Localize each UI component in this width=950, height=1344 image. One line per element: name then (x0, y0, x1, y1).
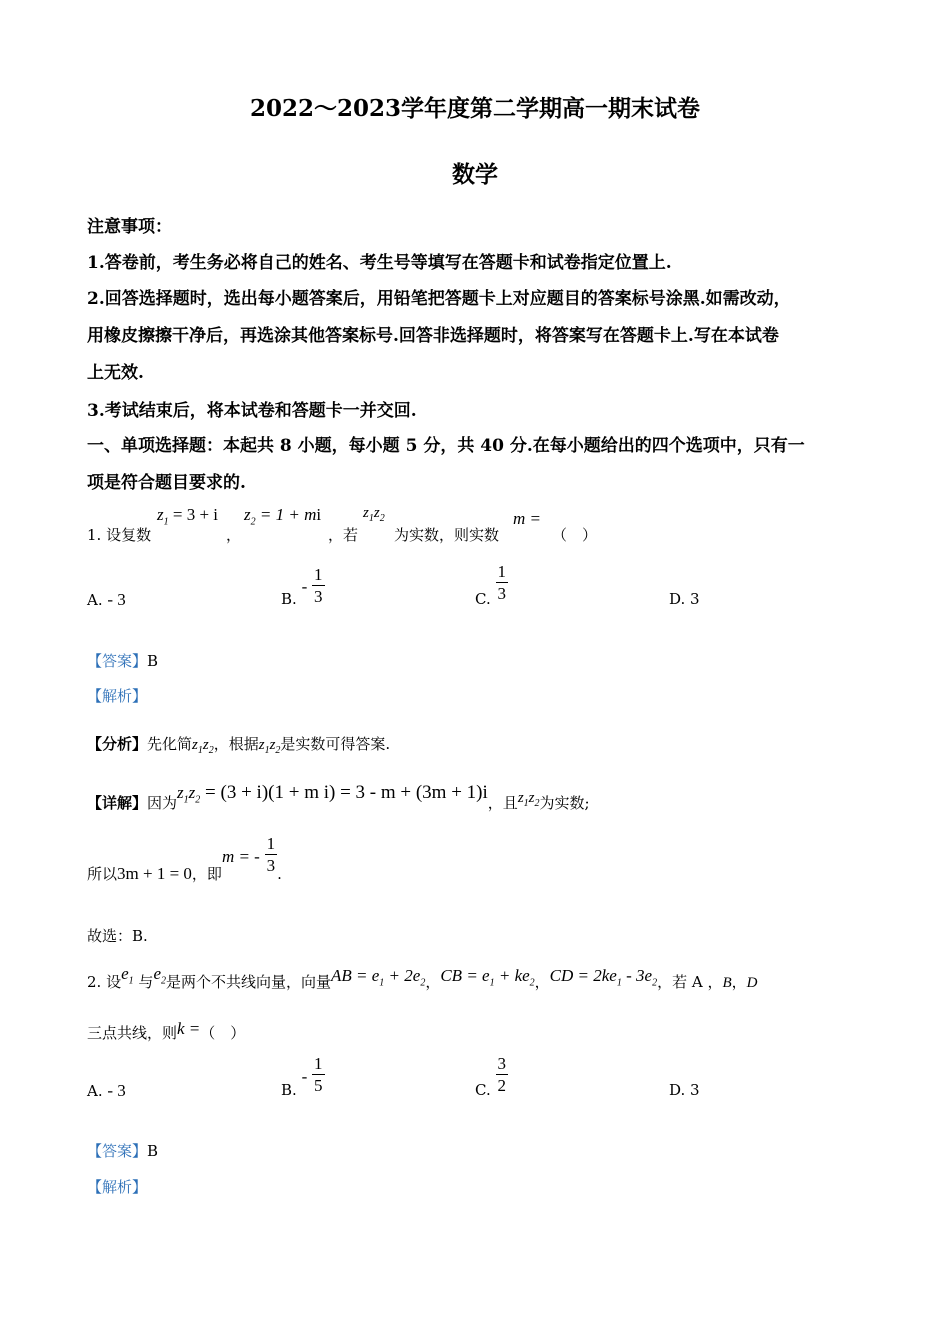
q2-option-b[interactable]: B. - $\frac{1}{5}$ (281, 1054, 323, 1099)
section-1-intro-line-2: 项是符合题目要求的. (87, 473, 246, 493)
q1-product: $z_1z_2$ (363, 505, 385, 524)
q1-separator-1: ， (226, 526, 242, 544)
exam-title: 2022～2023学年度第二学期高一期末试卷 (249, 95, 701, 122)
notice-item-3: 3.考试结束后，将本试卷和答题卡一并交回. (87, 401, 417, 421)
q2-line-1: 2. 设$e_1$ 与$e_2$是两个不共线向量，向量AB = $e_1 + 2e_2$，CB = $e_1 + ke_2$，CD = $2ke_1 - 3e_2$，若 A ，B，D (87, 964, 758, 991)
q2-option-d[interactable]: D. 3 (669, 1081, 700, 1099)
exam-subject: 数学 (452, 161, 498, 188)
q1-fenxi: 【分析】先化简$z_1z_2$，根据$z_1z_2$是实数可得答案. (87, 735, 391, 756)
q1-suoyi: 所以3m + 1 = 0，即m = - $\frac{1}{3}$ . (87, 834, 282, 883)
section-1-intro-line-1: 一、单项选择题：本起共 8 小题，每小题 5 分，共 40 分.在每小题给出的四个选项中，只有一 (87, 436, 805, 456)
notice-heading: 注意事项： (87, 217, 172, 237)
q1-analysis-tag: 【解析】 (87, 687, 148, 705)
q2-line-2: 三点共线，则k =（ ） (87, 1019, 246, 1042)
q1-z2-equation: $z_2 = 1$ + mi (244, 505, 322, 528)
q1-conclusion: 故选：B. (87, 927, 148, 945)
q2-analysis-tag: 【解析】 (87, 1178, 148, 1196)
q1-option-c[interactable]: C. $\frac{1}{3}$ (475, 562, 506, 608)
q1-separator-2: ，若 (328, 526, 359, 544)
q1-prefix: 1. 设复数 (87, 526, 152, 544)
q2-option-c[interactable]: C. $\frac{3}{2}$ (475, 1054, 506, 1099)
q1-xiangjie: 【详解】因为$z_1z_2 = (3 + i)(1 + m$ i) = 3 - m + (3m + 1)i，且$z_1z_2$为实数; (87, 782, 590, 812)
q1-blank: （ ） (552, 526, 598, 544)
q1-m-variable: m = (513, 509, 541, 528)
q1-option-b[interactable]: B. - $\frac{1}{3}$ (281, 565, 323, 608)
q1-answer: 【答案】B (87, 652, 159, 670)
q2-option-a[interactable]: A. - 3 (87, 1081, 126, 1100)
notice-item-2-line-2: 用橡皮擦擦干净后，再选涂其他答案标号.回答非选择题时，将答案写在答题卡上.写在本试卷 (87, 326, 779, 346)
notice-item-1: 1.答卷前，考生务必将自己的姓名、考生号等填写在答题卡和试卷指定位置上. (87, 253, 672, 273)
q1-middle-text: 为实数，则实数 (394, 526, 500, 544)
q1-option-d[interactable]: D. 3 (669, 590, 700, 608)
notice-item-2-line-1: 2.回答选择题时，选出每小题答案后，用铅笔把答题卡上对应题目的答案标号涂黑.如需改动， (87, 289, 791, 309)
notice-item-2-line-3: 上无效. (87, 363, 144, 383)
q2-answer: 【答案】B (87, 1142, 159, 1160)
q1-z1-equation: $z_1 = 3 + i$ (157, 505, 219, 528)
q1-option-a[interactable]: A. - 3 (87, 590, 126, 609)
